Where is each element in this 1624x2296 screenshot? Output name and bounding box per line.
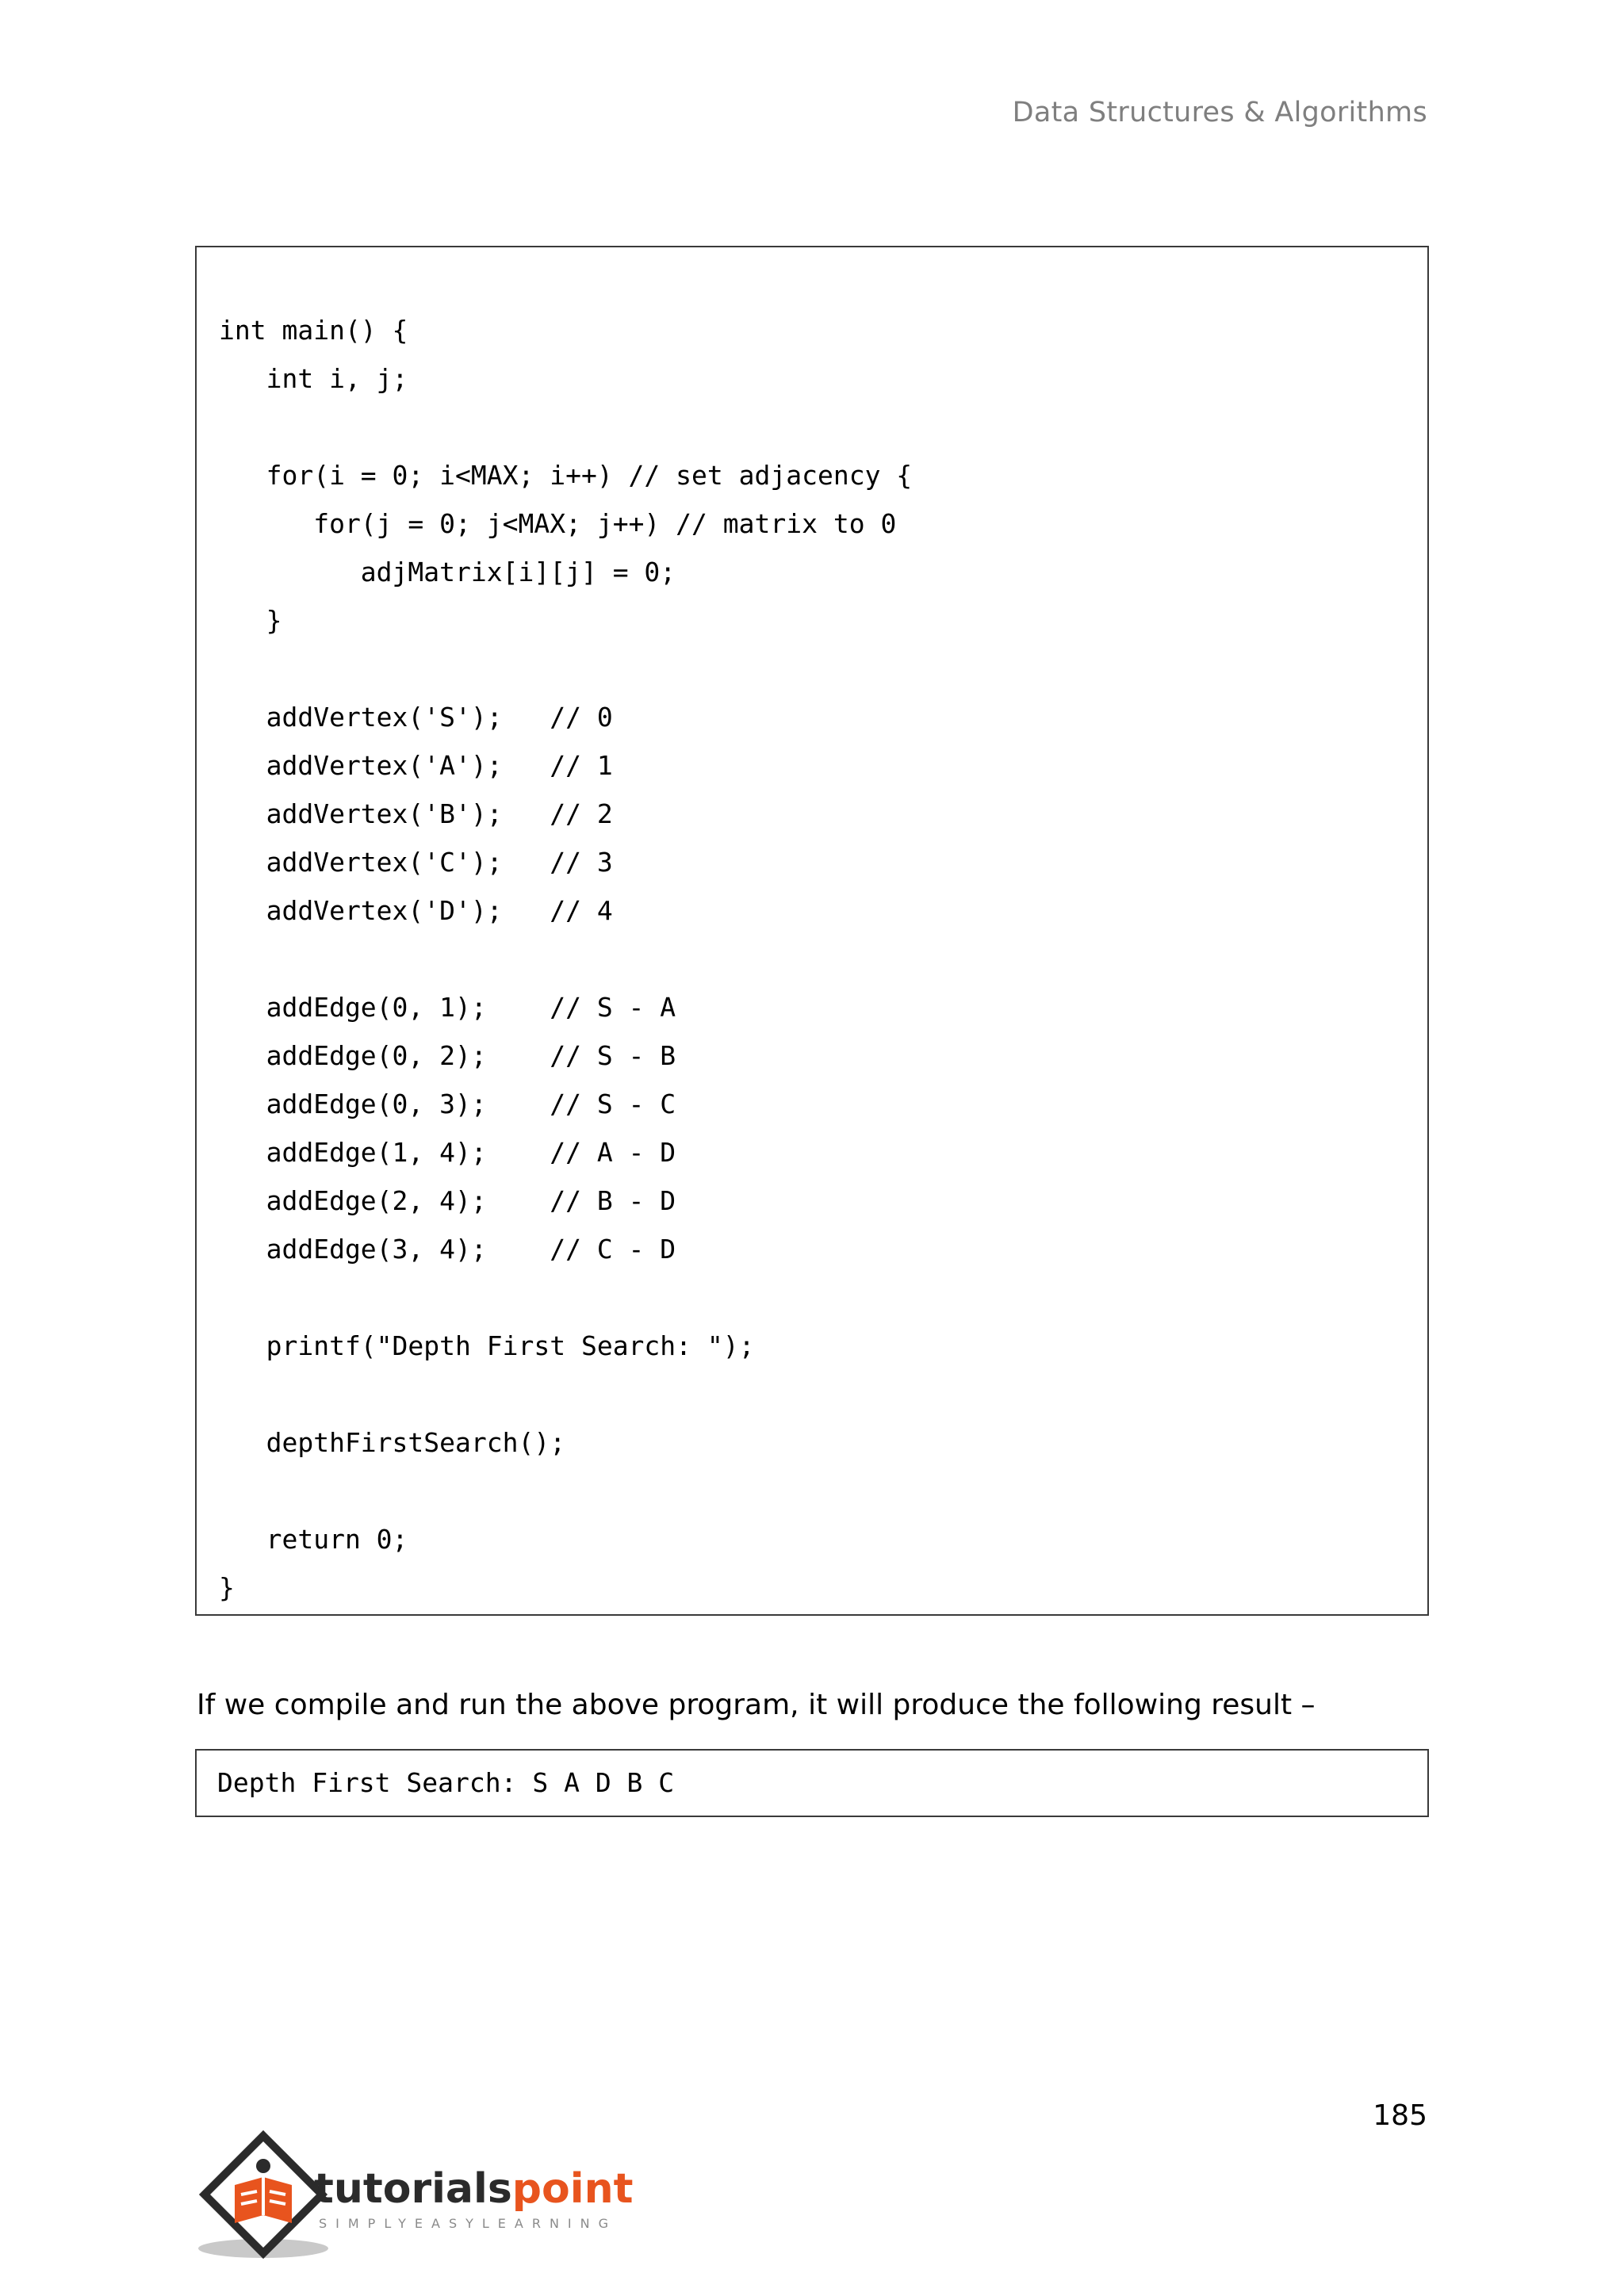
code-line [219, 1370, 912, 1418]
logo-brand-text [314, 2165, 633, 2213]
code-line: addEdge(2, 4); // B - D [219, 1185, 676, 1216]
code-line: addVertex('S'); // 0 [219, 702, 613, 733]
code-line: for(i = 0; i<MAX; i++) // set adjacency { [219, 460, 913, 491]
logo-brand-part2: point [511, 2165, 634, 2213]
code-line: int main() { [219, 315, 408, 346]
code-line: for(j = 0; j<MAX; j++) // matrix to 0 [219, 508, 897, 539]
logo-tagline: SIMPLYEASYLEARNING [319, 2216, 618, 2231]
code-line [219, 403, 912, 451]
tutorialspoint-logo [193, 2130, 638, 2264]
code-line: printf("Depth First Search: "); [219, 1330, 755, 1361]
code-line: } [219, 605, 282, 636]
page-number: 185 [1373, 2099, 1427, 2132]
code-line: addEdge(0, 1); // S - A [219, 992, 676, 1023]
code-line: addEdge(0, 3); // S - C [219, 1089, 676, 1119]
output-block [195, 1749, 1429, 1817]
code-line [219, 1467, 912, 1515]
code-line: addEdge(0, 2); // S - B [219, 1040, 676, 1071]
code-line [219, 935, 912, 983]
code-line: addVertex('A'); // 1 [219, 750, 613, 781]
code-line: addVertex('C'); // 3 [219, 847, 613, 878]
code-line [219, 1273, 912, 1322]
code-line: return 0; [219, 1524, 408, 1555]
code-line [219, 645, 912, 693]
code-line: int i, j; [219, 363, 408, 394]
code-lines [219, 306, 912, 1612]
code-line: addVertex('D'); // 4 [219, 895, 613, 926]
code-line: addEdge(1, 4); // A - D [219, 1137, 676, 1168]
code-line: addVertex('B'); // 2 [219, 798, 613, 829]
code-block [195, 246, 1429, 1616]
code-line: adjMatrix[i][j] = 0; [219, 557, 676, 587]
output-text: Depth First Search: S A D B C [217, 1767, 675, 1798]
code-line: depthFirstSearch(); [219, 1427, 566, 1458]
logo-brand-part1: tutorials [314, 2165, 512, 2213]
running-header: Data Structures & Algorithms [1012, 97, 1427, 128]
result-intro-paragraph: If we compile and run the above program, it will produce the following result – [197, 1689, 1316, 1721]
code-line: addEdge(3, 4); // C - D [219, 1234, 676, 1265]
code-line: } [219, 1572, 235, 1603]
